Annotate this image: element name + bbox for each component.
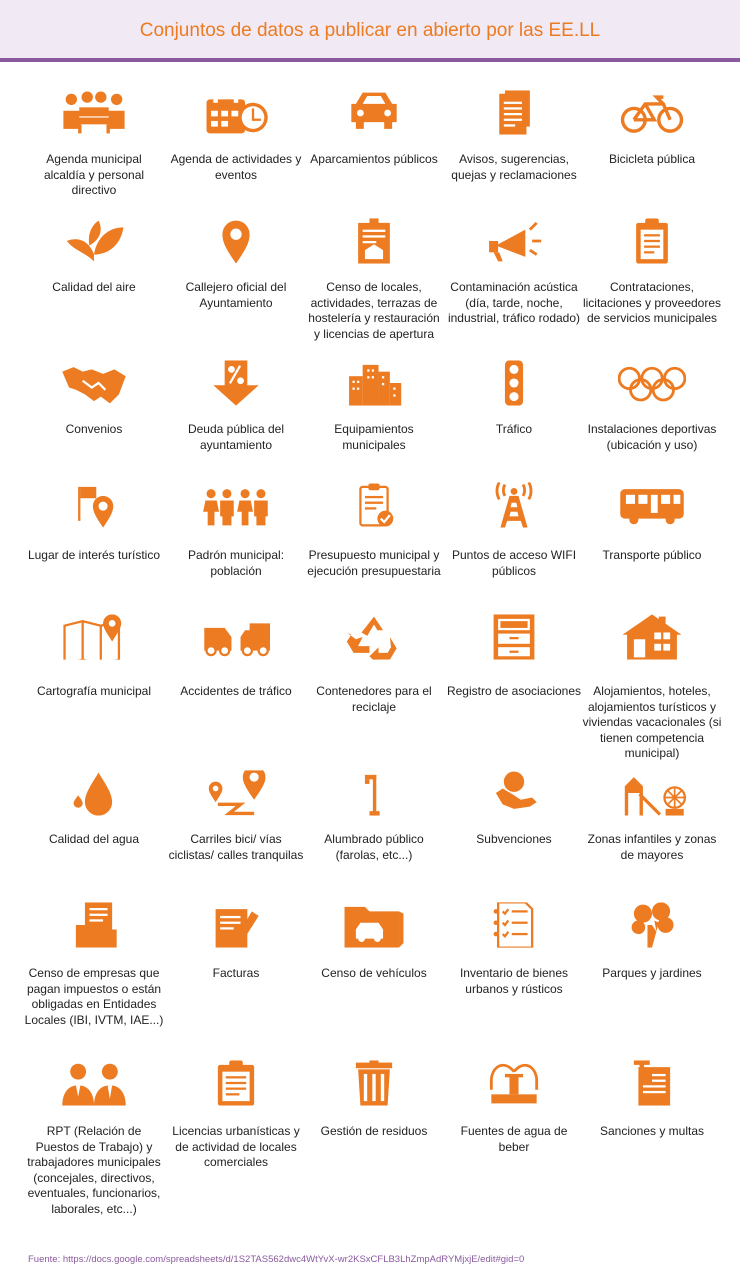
route-pins-icon	[202, 770, 270, 816]
clipboard-icon	[618, 218, 686, 264]
flag-pin-icon	[60, 482, 128, 528]
dataset-label: Carriles bici/ vías ciclistas/ calles tranquilas	[168, 832, 304, 862]
vans-icon	[202, 614, 270, 660]
dataset-item	[162, 218, 310, 311]
dataset-item	[300, 614, 448, 715]
page-title: Conjuntos de datos a publicar en abierto por las EE.LL	[139, 20, 601, 41]
bus-icon	[618, 482, 686, 528]
dataset-label: Aparcamientos públicos	[310, 152, 438, 166]
dataset-label: Censo de empresas que pagan impuestos o están obligadas en Entidades Locales (IBI, IVTM, IAE...)	[24, 966, 164, 1027]
dataset-item	[578, 770, 726, 863]
dataset-item	[300, 90, 448, 168]
dataset-label: Parques y jardines	[602, 966, 702, 980]
dataset-item	[440, 1060, 588, 1155]
invoice-pencil-icon	[202, 902, 270, 948]
dataset-item	[440, 902, 588, 997]
dataset-item	[300, 1060, 448, 1140]
playground-icon	[618, 770, 686, 816]
dataset-item	[440, 360, 588, 438]
dataset-label: Equipamientos municipales	[334, 422, 414, 452]
dataset-item	[162, 482, 310, 579]
dataset-item	[20, 1060, 168, 1217]
dataset-item	[162, 360, 310, 453]
dataset-item	[20, 770, 168, 848]
dataset-label: Inventario de bienes urbanos y rústicos	[459, 966, 569, 996]
dataset-label: Censo de vehículos	[321, 966, 427, 980]
dataset-label: Lugar de interés turístico	[27, 548, 161, 562]
dataset-label: Licencias urbanísticas y de actividad de locales comerciales	[172, 1124, 300, 1169]
dataset-label: Callejero oficial del Ayuntamiento	[185, 280, 287, 310]
car-folder-icon	[340, 902, 408, 948]
dataset-label: Deuda pública del ayuntamiento	[187, 422, 285, 452]
meeting-icon	[60, 90, 128, 136]
dataset-label: RPT (Relación de Puestos de Trabajo) y trabajadores municipales (concejales, directivos, eventuales, funcionarios, laborales, etc...)	[27, 1124, 161, 1216]
dataset-label: Cartografía municipal	[36, 684, 152, 698]
leaves-icon	[60, 218, 128, 264]
dataset-label: Alumbrado público (farolas, etc...)	[324, 832, 424, 862]
dataset-item	[578, 614, 726, 762]
antenna-icon	[480, 482, 548, 528]
map-pin-icon	[202, 218, 270, 264]
dataset-item	[20, 614, 168, 700]
dataset-label: Gestión de residuos	[320, 1124, 428, 1138]
dataset-item	[20, 902, 168, 1028]
house-icon	[618, 614, 686, 660]
documents-icon	[480, 90, 548, 136]
tree-icon	[618, 902, 686, 948]
dataset-label: Alojamientos, hoteles, alojamientos turísticos y viviendas vacacionales (si tienen competencia municipal)	[582, 684, 722, 760]
dataset-label: Fuentes de agua de beber	[460, 1124, 568, 1154]
dataset-label: Puntos de acceso WIFI públicos	[451, 548, 577, 578]
dataset-label: Avisos, sugerencias, quejas y reclamaciones	[451, 152, 577, 182]
dataset-item	[162, 614, 310, 700]
dataset-item	[440, 770, 588, 848]
source-footer: Fuente: https://docs.google.com/spreadsheets/d/1S2TAS562dwc4WtYvX-wr2KSxCFLB3LhZmpAdRYMjxjE/edit#gid=0	[28, 1254, 525, 1265]
dataset-label: Convenios	[65, 422, 123, 436]
dataset-item	[578, 360, 726, 453]
dataset-item	[162, 902, 310, 982]
dataset-item	[300, 218, 448, 342]
dataset-label: Accidentes de tráfico	[180, 684, 292, 698]
dataset-item	[300, 360, 448, 453]
file-drawers-icon	[480, 614, 548, 660]
dataset-item	[440, 614, 588, 700]
bicycle-icon	[618, 90, 686, 136]
dataset-label: Contaminación acústica (día, tarde, noche, industrial, tráfico rodado)	[447, 280, 581, 325]
dataset-label: Contenedores para el reciclaje	[316, 684, 432, 714]
car-icon	[340, 90, 408, 136]
dataset-item	[20, 90, 168, 199]
traffic-light-icon	[480, 360, 548, 406]
dataset-item	[300, 770, 448, 863]
handshake-icon	[60, 360, 128, 406]
header-divider	[0, 58, 740, 62]
dataset-label: Padrón municipal: población	[187, 548, 285, 578]
dataset-item	[440, 90, 588, 183]
dataset-item	[578, 482, 726, 564]
megaphone-icon	[480, 218, 548, 264]
debt-arrow-icon	[202, 360, 270, 406]
checked-clipboard-icon	[340, 482, 408, 528]
dataset-label: Sanciones y multas	[599, 1124, 705, 1138]
dataset-label: Agenda municipal alcaldía y personal directivo	[43, 152, 145, 197]
dataset-item	[440, 482, 588, 579]
dataset-label: Contrataciones, licitaciones y proveedores de servicios municipales	[582, 280, 722, 325]
dataset-label: Presupuesto municipal y ejecución presupuestaria	[307, 548, 441, 578]
dataset-label: Calidad del aire	[52, 280, 136, 294]
dataset-label: Facturas	[212, 966, 260, 980]
dataset-item	[300, 902, 448, 982]
dataset-item	[162, 770, 310, 863]
recycle-icon	[340, 614, 408, 660]
dataset-label: Censo de locales, actividades, terrazas de hostelería y restauración y licencias de apertura	[308, 280, 440, 341]
fountain-icon	[480, 1060, 548, 1106]
folded-map-icon	[60, 614, 128, 660]
dataset-item	[578, 90, 726, 168]
dataset-label: Calidad del agua	[48, 832, 140, 846]
dataset-item	[440, 218, 588, 327]
fine-doc-icon	[618, 1060, 686, 1106]
dataset-label: Instalaciones deportivas (ubicación y uso)	[587, 422, 717, 452]
license-clipboard-icon	[202, 1060, 270, 1106]
checklist-icon	[480, 902, 548, 948]
dataset-label: Agenda de actividades y eventos	[170, 152, 302, 182]
olympic-rings-icon	[618, 360, 686, 406]
dataset-item	[20, 360, 168, 438]
dataset-item	[20, 218, 168, 296]
workers-icon	[60, 1060, 128, 1106]
dataset-item	[162, 1060, 310, 1171]
dataset-label: Transporte público	[602, 548, 702, 562]
dataset-item	[578, 902, 726, 982]
folder-doc-icon	[60, 902, 128, 948]
dataset-label: Tráfico	[495, 422, 533, 436]
buildings-icon	[340, 360, 408, 406]
dataset-label: Subvenciones	[476, 832, 552, 846]
dataset-label: Zonas infantiles y zonas de mayores	[587, 832, 717, 862]
trash-bin-icon	[340, 1060, 408, 1106]
dataset-item	[300, 482, 448, 579]
people-icon	[202, 482, 270, 528]
building-form-icon	[340, 218, 408, 264]
dataset-item	[162, 90, 310, 183]
street-lamp-icon	[340, 770, 408, 816]
dataset-item	[578, 1060, 726, 1140]
calendar-clock-icon	[202, 90, 270, 136]
dataset-item	[578, 218, 726, 327]
dataset-item	[20, 482, 168, 564]
hand-coin-icon	[480, 770, 548, 816]
dataset-label: Registro de asociaciones	[446, 684, 582, 698]
water-drop-icon	[60, 770, 128, 816]
dataset-label: Bicicleta pública	[608, 152, 696, 166]
